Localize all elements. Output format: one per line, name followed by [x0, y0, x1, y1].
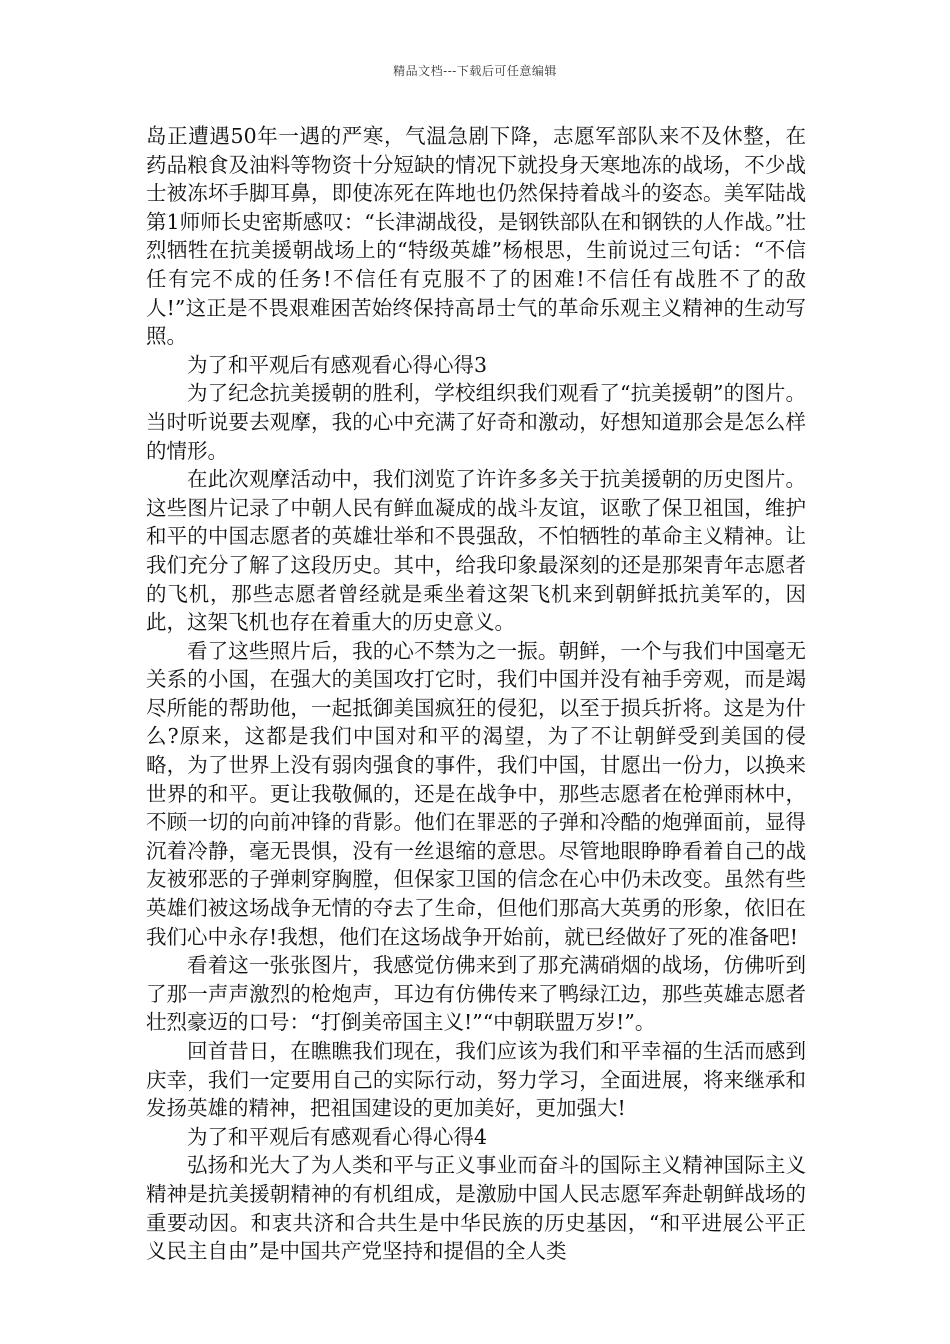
paragraph-continued: 岛正遭遇50年一遇的严寒，气温急剧下降，志愿军部队来不及休整，在药品粮食及油料等物资十分短缺的情况下就投身天寒地冻的战场，不少战士被冻坏手脚耳鼻，即使冻死在阵地也仍然保持着战斗的姿态。美军陆战第1师师长史密斯感叹：“长津湖战役，是钢铁部队在和钢铁的人作战。”壮烈牺牲在抗美援朝战场上的“特级英雄”杨根思，生前说过三句话：“不信任有完不成的任务!不信任有克服不了的困难!不信任有战胜不了的敌人!”这正是不畏艰难困苦始终保持高昂士气的革命乐观主义精神的生动写照。 [146, 124, 806, 349]
paragraph: 回首昔日，在瞧瞧我们现在，我们应该为我们和平幸福的生活而感到庆幸，我们一定要用自己的实际行动，努力学习，全面进展，将来继承和发扬英雄的精神，把祖国建设的更加美好，更加强大! [146, 1039, 806, 1121]
page-header: 精品文档---下载后可任意编辑 [393, 64, 557, 78]
paragraph: 弘扬和光大了为人类和平与正义事业而奋斗的国际主义精神国际主义精神是抗美援朝精神的有机组成，是激励中国人民志愿军奔赴朝鲜战场的重要动因。和衷共济和合共生是中华民族的历史基因，“和平进展公平正义民主自由”是中国共产党坚持和提倡的全人类 [146, 1153, 806, 1264]
paragraph: 为了纪念抗美援朝的胜利，学校组织我们观看了“抗美援朝”的图片。当时听说要去观摩，我的心中充满了好奇和激动，好想知道那会是怎么样的情形。 [146, 381, 806, 463]
paragraph: 看着这一张张图片，我感觉仿佛来到了那充满硝烟的战场，仿佛听到了那一声声激烈的枪炮声，耳边有仿佛传来了鸭绿江边，那些英雄志愿者壮烈豪迈的口号：“打倒美帝国主义!”“中朝联盟万岁!”。 [146, 953, 806, 1035]
section-heading-3: 为了和平观后有感观看心得心得3 [187, 352, 488, 377]
section-heading-4: 为了和平观后有感观看心得心得4 [187, 1124, 488, 1149]
paragraph: 看了这些照片后，我的心不禁为之一振。朝鲜，一个与我们中国毫无关系的小国，在强大的美国攻打它时，我们中国并没有袖手旁观，而是竭尽所能的帮助他，一起抵御美国疯狂的侵犯，以至于损兵折将。这是为什么?原来，这都是我们中国对和平的渴望，为了不让朝鲜受到美国的侵略，为了世界上没有弱肉强食的事件，我们中国，甘愿出一份力，以换来世界的和平。更让我敬佩的，还是在战争中，那些志愿者在枪弹雨林中，不顾一切的向前冲锋的背影。他们在罪恶的子弹和冷酷的炮弹面前，显得沉着冷静，毫无畏惧，没有一丝退缩的意思。尽管地眼睁睁看着自己的战友被邪恶的子弹刺穿胸膛，但保家卫国的信念在心中仍未改变。虽然有些英雄们被这场战争无情的夺去了生命，但他们那高大英勇的形象，依旧在我们心中永存!我想，他们在这场战争开始前，就已经做好了死的准备吧! [146, 638, 806, 949]
document-body [146, 122, 806, 1266]
paragraph: 在此次观摩活动中，我们浏览了许许多多关于抗美援朝的历史图片。这些图片记录了中朝人民有鲜血凝成的战斗友谊，讴歌了保卫祖国，维护和平的中国志愿者的英雄壮举和不畏强敌，不怕牺牲的革命主义精神。让我们充分了解了这段历史。其中，给我印象最深刻的还是那架青年志愿者的飞机，那些志愿者曾经就是乘坐着这架飞机来到朝鲜抵抗美军的，因此，这架飞机也存在着重大的历史意义。 [146, 467, 806, 635]
